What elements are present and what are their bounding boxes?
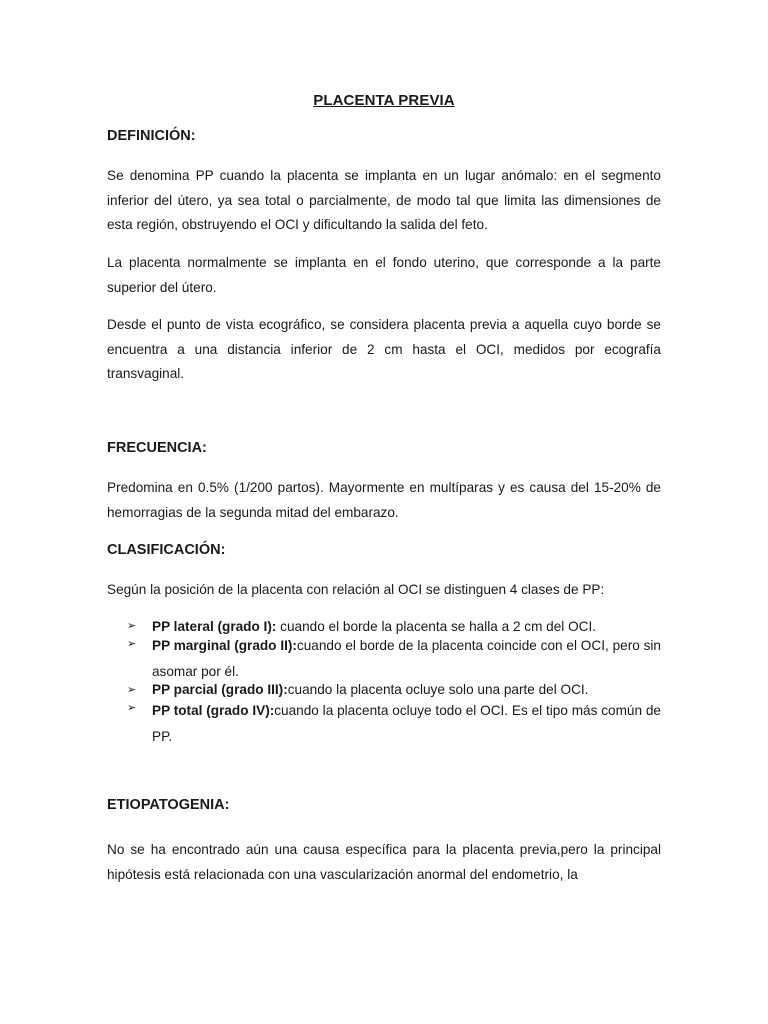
heading-etiopatogenia: ETIOPATOGENIA: bbox=[107, 797, 230, 813]
list-item bbox=[127, 680, 661, 700]
arrow-bullet-icon: ➢ bbox=[127, 620, 137, 632]
list-item-text: cuando el borde de la placenta coincide con el OCI, pero sin asomar por él. bbox=[152, 638, 661, 679]
heading-definicion: DEFINICIÓN: bbox=[107, 128, 196, 144]
arrow-bullet-icon: ➢ bbox=[127, 684, 137, 696]
page-title: PLACENTA PREVIA bbox=[313, 92, 455, 109]
paragraph-etiopatogenia: No se ha encontrado aún una causa específica para la placenta previa,pero la principal hipótesis está relacionada con una vascularización anormal del endometrio, la bbox=[107, 842, 661, 882]
heading-frecuencia: FRECUENCIA: bbox=[107, 440, 207, 456]
list-item bbox=[127, 633, 661, 685]
paragraph-definicion-1: Se denomina PP cuando la placenta se implanta en un lugar anómalo: en el segmento inferior del útero, ya sea total o parcialmente, de modo tal que limita las dimensiones de esta región, obstruyendo el OCI y dificultando la salida del feto. bbox=[107, 168, 661, 232]
heading-clasificacion: CLASIFICACIÓN: bbox=[107, 542, 226, 558]
paragraph-clasificacion-intro: Según la posición de la placenta con relación al OCI se distinguen 4 clases de PP: bbox=[107, 582, 605, 597]
list-item-term: PP total (grado IV): bbox=[152, 703, 275, 718]
paragraph-frecuencia: Predomina en 0.5% (1/200 partos). Mayormente en multíparas y es causa del 15-20% de hemorragias de la segunda mitad del embarazo. bbox=[107, 480, 661, 520]
arrow-bullet-icon: ➢ bbox=[127, 638, 137, 650]
list-item-term: PP lateral (grado I): bbox=[152, 619, 277, 634]
paragraph-definicion-2: La placenta normalmente se implanta en el fondo uterino, que corresponde a la parte superior del útero. bbox=[107, 255, 661, 295]
list-item bbox=[127, 698, 661, 750]
list-item-text: cuando la placenta ocluye solo una parte del OCI. bbox=[287, 682, 589, 697]
list-item-term: PP parcial (grado III): bbox=[152, 682, 288, 697]
list-item-text: cuando el borde la placenta se halla a 2 cm del OCI. bbox=[276, 619, 597, 634]
paragraph-definicion-3: Desde el punto de vista ecográfico, se considera placenta previa a aquella cuyo borde se encuentra a una distancia inferior de 2 cm hasta el OCI, medidos por ecografía transvaginal. bbox=[107, 317, 661, 381]
list-item-term: PP marginal (grado II): bbox=[152, 638, 297, 653]
list-item-text: cuando la placenta ocluye todo el OCI. Es el tipo más común de PP. bbox=[152, 703, 661, 744]
classification-list bbox=[127, 614, 661, 750]
arrow-bullet-icon: ➢ bbox=[127, 702, 137, 714]
document-page bbox=[107, 0, 661, 1024]
